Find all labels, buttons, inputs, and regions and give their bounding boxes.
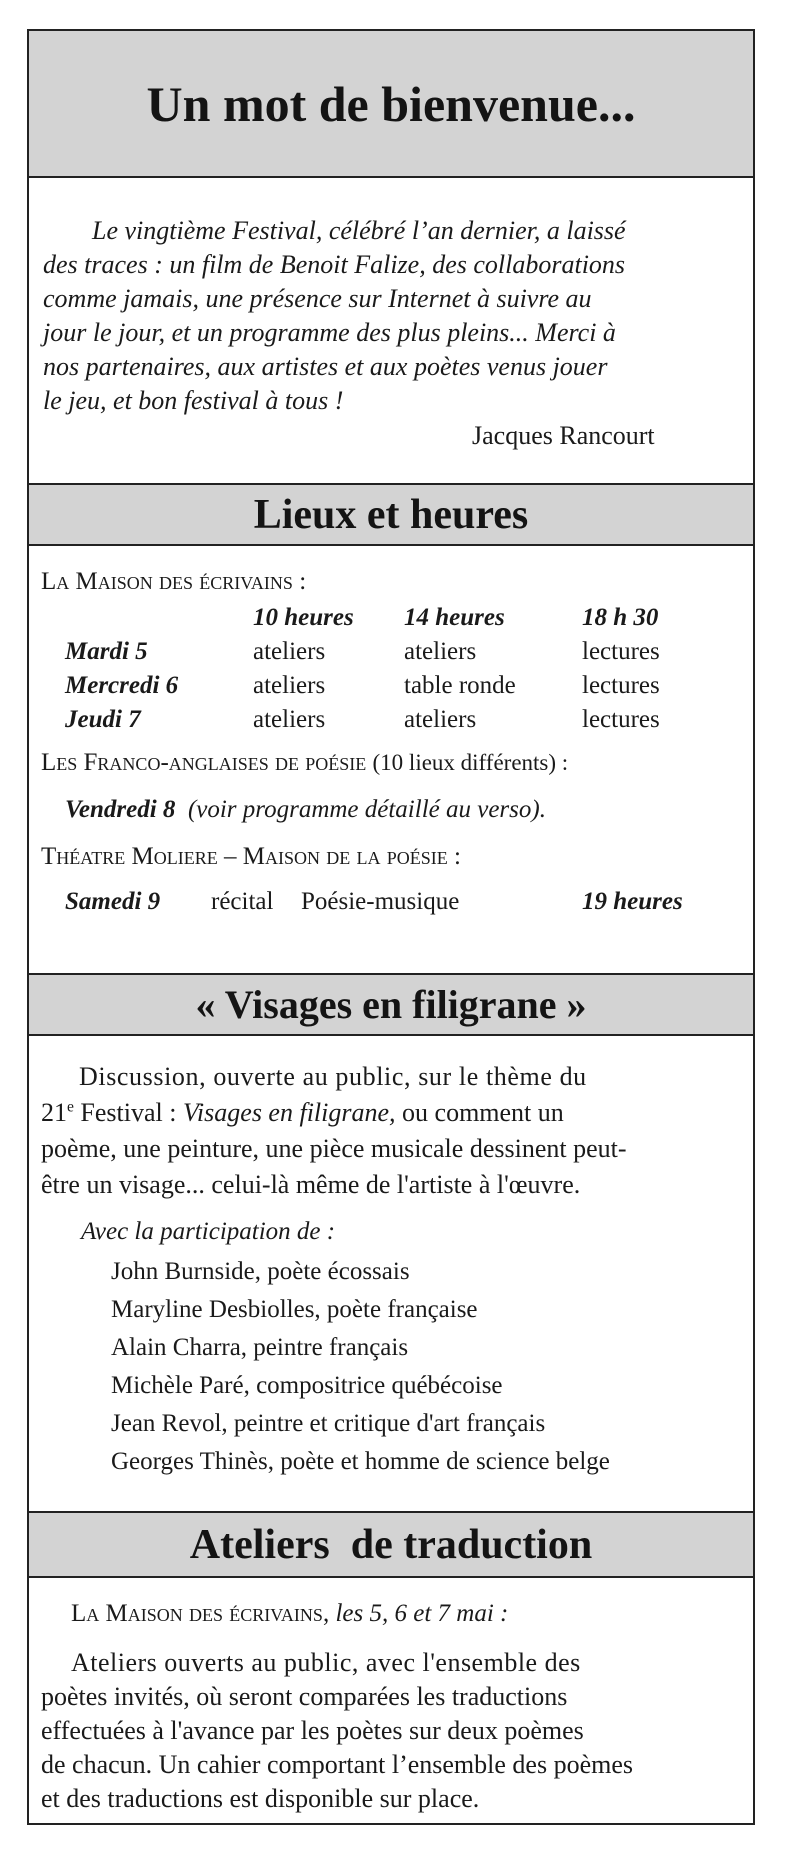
para-text: Festival : [73,1098,183,1127]
ateliers-line: Ateliers ouverts au public, avec l'ensemble des [71,1648,581,1677]
ateliers-section [29,1578,753,1825]
welcome-heading [29,31,753,178]
participant-item: Jean Revol, peintre et critique d'art français [111,1410,546,1437]
schedule-day: Jeudi 7 [65,706,141,733]
festival-number: 21 [41,1098,67,1127]
participant-item: Maryline Desbiolles, poète française [111,1296,478,1323]
para-text: ou comment un [395,1098,564,1127]
visages-heading [29,973,753,1036]
welcome-line: nos partenaires, aux artistes et aux poètes venus jouer [43,352,608,381]
samedi-event: récital [211,888,274,915]
welcome-line: Le vingtième Festival, célébré l’an dernier, a laissé [92,216,626,245]
venues-section [29,546,753,973]
ateliers-heading [29,1511,753,1578]
schedule-slot: ateliers [404,706,477,733]
samedi-time: 19 heures [582,888,683,915]
participation-label: Avec la participation de : [81,1218,336,1245]
time-header: 14 heures [404,604,505,631]
welcome-line: comme jamais, une présence sur Internet à suivre au [43,284,592,313]
welcome-line: le jeu, et bon festival à tous ! [43,386,344,415]
franco-note: (10 lieux différents) : [372,750,569,775]
samedi-day: Samedi 9 [65,888,161,915]
vendredi-note: (voir programme détaillé au verso). [187,796,546,823]
participant-item: John Burnside, poète écossais [111,1258,410,1285]
theatre-label: Théatre Moliere – Maison de la poésie : [41,843,461,870]
time-header: 18 h 30 [582,604,659,631]
welcome-section [29,178,753,483]
ateliers-line: effectuées à l'avance par les poètes sur deux poèmes [41,1716,584,1745]
venues-heading-text: Lieux et heures [253,491,529,538]
ateliers-line: de chacun. Un cahier comportant l’ensemble des poèmes [41,1750,633,1779]
participant-item: Alain Charra, peintre français [111,1334,409,1361]
visages-heading-text: « Visages en filigrane » [195,982,587,1027]
schedule-slot: ateliers [404,638,477,665]
ateliers-intro [71,1600,508,1628]
visages-section [29,1036,753,1511]
maison-label: La Maison des écrivains : [41,568,307,595]
schedule-slot: lectures [582,638,660,665]
schedule-day: Mardi 5 [65,638,148,665]
schedule-slot: table ronde [404,672,516,699]
ateliers-line: poètes invités, où seront comparées les traductions [41,1682,568,1711]
schedule-day: Mercredi 6 [65,672,179,699]
schedule-slot: lectures [582,672,660,699]
ateliers-maison-label: La Maison des écrivains, [71,1600,330,1627]
samedi-type: Poésie-musique [301,888,460,915]
document-frame [27,29,755,1825]
visages-para-line: être un visage... celui-là même de l'artiste à l'œuvre. [41,1170,581,1199]
vendredi-day: Vendredi 8 [65,796,176,823]
welcome-line: des traces : un film de Benoit Falize, des collaborations [43,250,626,279]
vendredi-line [65,796,546,824]
theme-title: Visages en filigrane, [182,1098,396,1127]
time-header: 10 heures [253,604,354,631]
schedule-slot: ateliers [253,706,326,733]
participant-item: Michèle Paré, compositrice québécoise [111,1372,503,1399]
visages-para-line: poème, une peinture, une pièce musicale dessinent peut- [41,1134,627,1163]
ateliers-dates: les 5, 6 et 7 mai : [335,1600,509,1627]
ateliers-heading-text: Ateliers de traduction [189,1521,593,1568]
visages-para-line [41,1098,564,1128]
schedule-slot: lectures [582,706,660,733]
festival-number-sup: e [67,1098,74,1116]
franco-label: Les Franco-anglaises de poésie [41,749,367,776]
schedule-slot: ateliers [253,672,326,699]
welcome-heading-text: Un mot de bienvenue... [146,75,636,132]
ateliers-line: et des traductions est disponible sur place. [41,1784,480,1813]
visages-para-line: Discussion, ouverte au public, sur le thème du [79,1062,587,1091]
schedule-slot: ateliers [253,638,326,665]
franco-line [41,749,568,777]
venues-heading [29,483,753,546]
participant-item: Georges Thinès, poète et homme de science belge [111,1448,610,1475]
welcome-line: jour le jour, et un programme des plus pleins... Merci à [43,318,616,347]
signature: Jacques Rancourt [472,421,655,450]
